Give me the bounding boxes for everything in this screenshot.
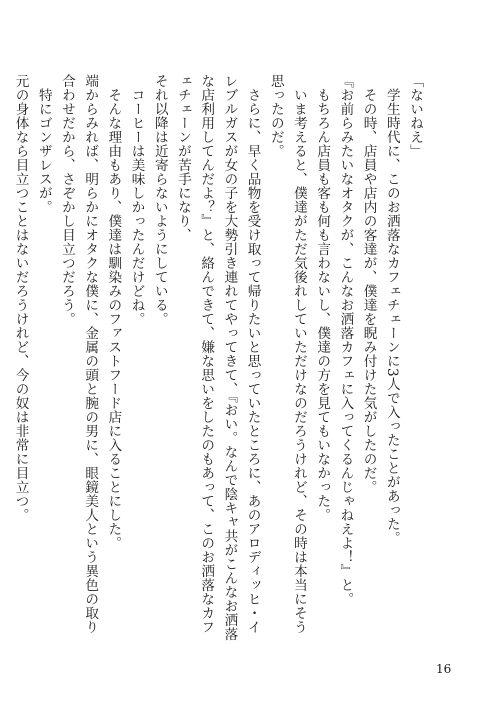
vertical-text-body: [12, 74, 426, 644]
text-line: そんな理由もあり、僕達は馴染みのファストフード店に入ることにした。: [105, 87, 122, 550]
text-line: 元の身体なら目立つことはないだろうけれど、今の奴は非常に目立つ。: [12, 74, 29, 522]
text-line: その時、店員や店内の客達が、僕達を睨み付けた気がしたのだ。: [360, 87, 377, 494]
text-line: いま考えると、僕達がただ気後れしていただけなのだろうけれど、その時は本当にそう思ったのだ。: [267, 74, 307, 634]
page-number: 16: [436, 662, 452, 676]
text-line: コーヒーは美味しかったんだけどね。: [128, 87, 145, 326]
text-line: もちろん店員も客も何も言わないし、僕達の方を見てもいなかった。: [314, 87, 331, 522]
text-line: それ以降は近寄らないようにしている。: [151, 74, 168, 326]
text-line: 『お前らみたいなオタクが、こんなお洒落カフェに入ってくるんじゃねえよ！』と。: [337, 74, 354, 606]
text-line: さらに、早く品物を受け取って帰りたいと思っていたところに、あのアロディッヒ・イレブルガスが女の子を大勢引き連れてやってきて、『おい。なんで陰キャ共がこんなお洒落な店利用してんだよ？』と、絡んできて、嫌な思いをしたのもあって、このお洒落なカフェチェーンが苦手になり、: [174, 74, 261, 642]
text-line: 「ないねえ」: [407, 74, 423, 158]
text-line: 端からみれば、明らかにオタクな僕に、金属の頭と腕の男に、眼鏡美人という異色の取り合わせだから、さぞかし目立つだろう。: [58, 74, 99, 634]
text-line: 学生時代に、このお洒落なカフェチェーンに3人で入ったことがあった。: [383, 87, 400, 545]
text-line: 特にゴンザレスが。: [35, 87, 52, 214]
